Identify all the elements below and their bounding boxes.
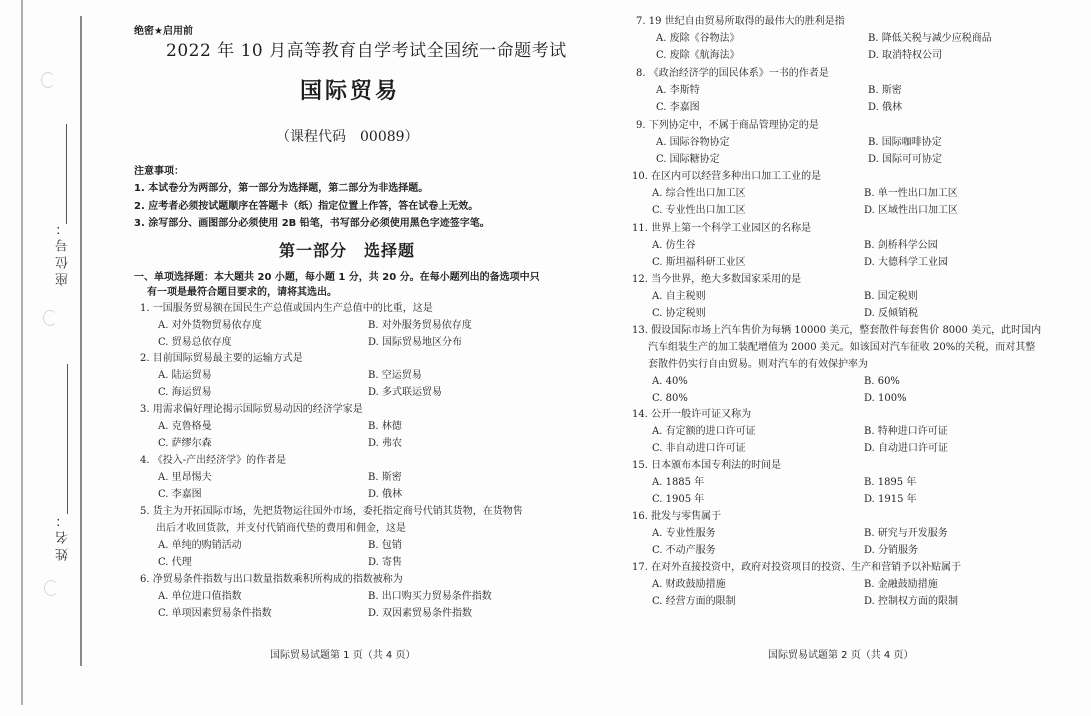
page-1-footer: 国际贸易试题第 1 页（共 4 页）: [270, 650, 416, 661]
option-a[interactable]: A. 有定额的进口许可证: [652, 426, 756, 437]
option-d[interactable]: D. 弗农: [368, 438, 403, 449]
note-item: 2. 应考者必须按试题顺序在答题卡（纸）指定位置上作答，答在试卷上无效。: [134, 201, 479, 212]
option-d[interactable]: D. 俄林: [368, 489, 403, 500]
option-c[interactable]: C. 单项因素贸易条件指数: [158, 608, 272, 619]
option-c[interactable]: C. 萨缪尔森: [158, 438, 212, 449]
option-a[interactable]: A. 对外货物贸易依存度: [158, 320, 262, 331]
option-c[interactable]: C. 贸易总依存度: [158, 337, 232, 348]
option-b[interactable]: B. 出口购买力贸易条件指数: [368, 591, 492, 602]
section-heading-line1: 一、单项选择题：本大题共 20 小题，每小题 1 分，共 20 分。在每小题列出的备选项中只: [134, 272, 540, 283]
option-b[interactable]: B. 林德: [368, 421, 402, 432]
question-12: 12. 当今世界，绝大多数国家采用的是 A. 自主税则 B. 国定税则 C. 协定税则 D. 反倾销税: [632, 271, 1064, 322]
binding-hole-icon: [44, 580, 58, 596]
option-b[interactable]: B. 国定税则: [864, 291, 918, 302]
question-16: 16. 批发与零售属于 A. 专业性服务 B. 研究与开发服务 C. 不动产服务 D. 分销服务: [632, 508, 1064, 559]
note-item: 3. 涂写部分、画图部分必须使用 2B 铅笔，书写部分必须使用黑色字迹签字笔。: [134, 218, 490, 229]
section-heading-line2: 有一项是最符合题目要求的，请将其选出。: [147, 287, 337, 298]
binding-margin-inner-line: [80, 16, 82, 666]
option-d[interactable]: D. 国际可可协定: [868, 154, 943, 165]
binding-margin-outer-line: [21, 0, 23, 705]
page-2-footer: 国际贸易试题第 2 页（共 4 页）: [768, 650, 914, 661]
option-c[interactable]: C. 80%: [652, 393, 688, 404]
option-a[interactable]: A. 40%: [652, 376, 688, 387]
option-b[interactable]: B. 对外服务贸易依存度: [368, 320, 472, 331]
option-a[interactable]: A. 李斯特: [656, 85, 700, 96]
note-item: 1. 本试卷分为两部分，第一部分为选择题，第二部分为非选择题。: [134, 183, 429, 194]
seat-number-blank-line[interactable]: [66, 124, 67, 224]
option-a[interactable]: A. 陆运贸易: [158, 370, 212, 381]
option-c[interactable]: C. 专业性出口加工区: [652, 205, 746, 216]
question-4: 4. 《投入-产出经济学》的作者是 A. 里昂惕夫 B. 斯密 C. 李嘉图 D. 俄林: [140, 452, 568, 503]
question-15: 15. 日本颁布本国专利法的时间是 A. 1885 年 B. 1895 年 C. 1905 年 D. 1915 年: [632, 457, 1064, 508]
question-5: 5. 货主为开拓国际市场，先把货物运往国外市场，委托指定商号代销其货物，在货物售 出后才收回货款，并支付代销商代垫的费用和佣金，这是 A. 单纯的购销活动 B. 包销 C. 代理 D. 寄售: [140, 503, 568, 571]
question-6: 6. 净贸易条件指数与出口数量指数乘积所构成的指数被称为 A. 单位进口值指数 B. 出口购买力贸易条件指数 C. 单项因素贸易条件指数 D. 双因素贸易条件指数: [140, 571, 568, 622]
option-a[interactable]: A. 单位进口值指数: [158, 591, 242, 602]
binding-hole-icon: [43, 310, 57, 326]
question-7: 7. 19 世纪自由贸易所取得的最伟大的胜利是指 A. 废除《谷物法》 B. 降低关税与减少应税商品 C. 废除《航海法》 D. 取消特权公司: [636, 13, 1068, 64]
option-b[interactable]: B. 特种进口许可证: [864, 426, 948, 437]
option-a[interactable]: A. 仿生谷: [652, 240, 696, 251]
option-c[interactable]: C. 1905 年: [652, 494, 705, 505]
question-1: 1. 一国服务贸易额在国民生产总值或国内生产总值中的比重，这是 A. 对外货物贸易依存度 B. 对外服务贸易依存度 C. 贸易总依存度 D. 国际贸易地区分布: [140, 300, 568, 351]
question-13: 13. 假设国际市场上汽车售价为每辆 10000 美元，整套散件每套售价 8000 美元，此时国内 汽车组装生产的加工装配增值为 2000 美元。如该国对汽车征收 20%的关税，而对其整 套散件仍实行自由贸易。则对汽车的有效保护率为 A. 40% B. 60% C. 80% D. 100%: [632, 322, 1064, 407]
question-10: 10. 在区内可以经营多种出口加工工业的是 A. 综合性出口加工区 B. 单一性出口加工区 C. 专业性出口加工区 D. 区域性出口加工区: [632, 168, 1064, 219]
option-d[interactable]: D. 多式联运贸易: [368, 387, 443, 398]
part-one-title: 第一部分 选择题: [279, 241, 416, 260]
option-a[interactable]: A. 克鲁格曼: [158, 421, 212, 432]
option-d[interactable]: D. 分销服务: [864, 545, 919, 556]
question-11: 11. 世界上第一个科学工业园区的名称是 A. 仿生谷 B. 剑桥科学公园 C. 斯坦福科研工业区 D. 大德科学工业园: [632, 220, 1064, 271]
option-b[interactable]: B. 剑桥科学公园: [864, 240, 938, 251]
option-b[interactable]: B. 斯密: [368, 472, 402, 483]
option-c[interactable]: C. 斯坦福科研工业区: [652, 257, 746, 268]
question-14: 14. 公开一般许可证又称为 A. 有定额的进口许可证 B. 特种进口许可证 C. 非自动进口许可证 D. 自动进口许可证: [632, 406, 1064, 457]
binding-hole-icon: [41, 72, 55, 88]
option-a[interactable]: A. 专业性服务: [652, 528, 716, 539]
option-c[interactable]: C. 经营方面的限制: [652, 596, 736, 607]
option-a[interactable]: A. 综合性出口加工区: [652, 188, 746, 199]
name-label: 姓名：: [56, 510, 71, 561]
question-2: 2. 目前国际贸易最主要的运输方式是 A. 陆运贸易 B. 空运贸易 C. 海运贸易 D. 多式联运贸易: [140, 350, 568, 401]
option-c[interactable]: C. 李嘉图: [158, 489, 202, 500]
option-d[interactable]: D. 俄林: [868, 102, 903, 113]
option-b[interactable]: B. 金融鼓励措施: [864, 579, 938, 590]
option-d[interactable]: D. 1915 年: [864, 494, 917, 505]
option-c[interactable]: C. 海运贸易: [158, 387, 212, 398]
question-3: 3. 用需求偏好理论揭示国际贸易动因的经济学家是 A. 克鲁格曼 B. 林德 C. 萨缪尔森 D. 弗农: [140, 401, 568, 452]
confidential-mark: 绝密★启用前: [134, 26, 193, 37]
notes-title: 注意事项：: [134, 166, 184, 177]
subject-title: 国际贸易: [300, 78, 401, 104]
option-a[interactable]: A. 里昂惕夫: [158, 472, 212, 483]
option-d[interactable]: D. 自动进口许可证: [864, 443, 949, 454]
option-c[interactable]: C. 代理: [158, 557, 192, 568]
option-d[interactable]: D. 双因素贸易条件指数: [368, 608, 473, 619]
name-blank-line[interactable]: [67, 364, 68, 514]
option-b[interactable]: B. 斯密: [868, 85, 902, 96]
option-b[interactable]: B. 1895 年: [864, 477, 917, 488]
option-d[interactable]: D. 100%: [864, 393, 907, 404]
option-a[interactable]: A. 自主税则: [652, 291, 706, 302]
option-b[interactable]: B. 空运贸易: [368, 370, 422, 381]
option-c[interactable]: C. 协定税则: [652, 308, 706, 319]
question-8: 8. 《政治经济学的国民体系》一书的作者是 A. 李斯特 B. 斯密 C. 李嘉图 D. 俄林: [636, 65, 1068, 116]
option-d[interactable]: D. 国际贸易地区分布: [368, 337, 463, 348]
option-a[interactable]: A. 1885 年: [652, 477, 705, 488]
option-d[interactable]: D. 反倾销税: [864, 308, 919, 319]
option-b[interactable]: B. 单一性出口加工区: [864, 188, 958, 199]
exam-title: 2022 年 10 月高等教育自学考试全国统一命题考试: [166, 41, 567, 61]
option-d[interactable]: D. 控制权方面的限制: [864, 596, 959, 607]
option-d[interactable]: D. 取消特权公司: [868, 50, 943, 61]
course-code: （课程代码 00089）: [276, 129, 419, 145]
option-c[interactable]: C. 废除《航海法》: [656, 50, 740, 61]
question-9: 9. 下列协定中，不属于商品管理协定的是 A. 国际谷物协定 B. 国际咖啡协定 C. 国际糖协定 D. 国际可可协定: [636, 117, 1068, 168]
option-d[interactable]: D. 寄售: [368, 557, 403, 568]
seat-number-label: 座位号：: [56, 218, 71, 286]
option-b[interactable]: B. 研究与开发服务: [864, 528, 948, 539]
option-a[interactable]: A. 国际谷物协定: [656, 137, 730, 148]
option-a[interactable]: A. 单纯的购销活动: [158, 540, 242, 551]
option-a[interactable]: A. 财政鼓励措施: [652, 579, 726, 590]
option-b[interactable]: B. 60%: [864, 376, 900, 387]
section-heading: [134, 270, 564, 300]
option-b[interactable]: B. 国际咖啡协定: [868, 137, 942, 148]
option-c[interactable]: C. 国际糖协定: [656, 154, 720, 165]
option-a[interactable]: A. 废除《谷物法》: [656, 33, 740, 44]
option-d[interactable]: D. 区域性出口加工区: [864, 205, 959, 216]
option-b[interactable]: B. 包销: [368, 540, 402, 551]
option-b[interactable]: B. 降低关税与减少应税商品: [868, 33, 992, 44]
question-17: 17. 在对外直接投资中，政府对投资项目的投资、生产和营销予以补贴属于 A. 财政鼓励措施 B. 金融鼓励措施 C. 经营方面的限制 D. 控制权方面的限制: [632, 559, 1064, 610]
option-c[interactable]: C. 不动产服务: [652, 545, 716, 556]
option-c[interactable]: C. 李嘉图: [656, 102, 700, 113]
option-c[interactable]: C. 非自动进口许可证: [652, 443, 746, 454]
option-d[interactable]: D. 大德科学工业园: [864, 257, 949, 268]
